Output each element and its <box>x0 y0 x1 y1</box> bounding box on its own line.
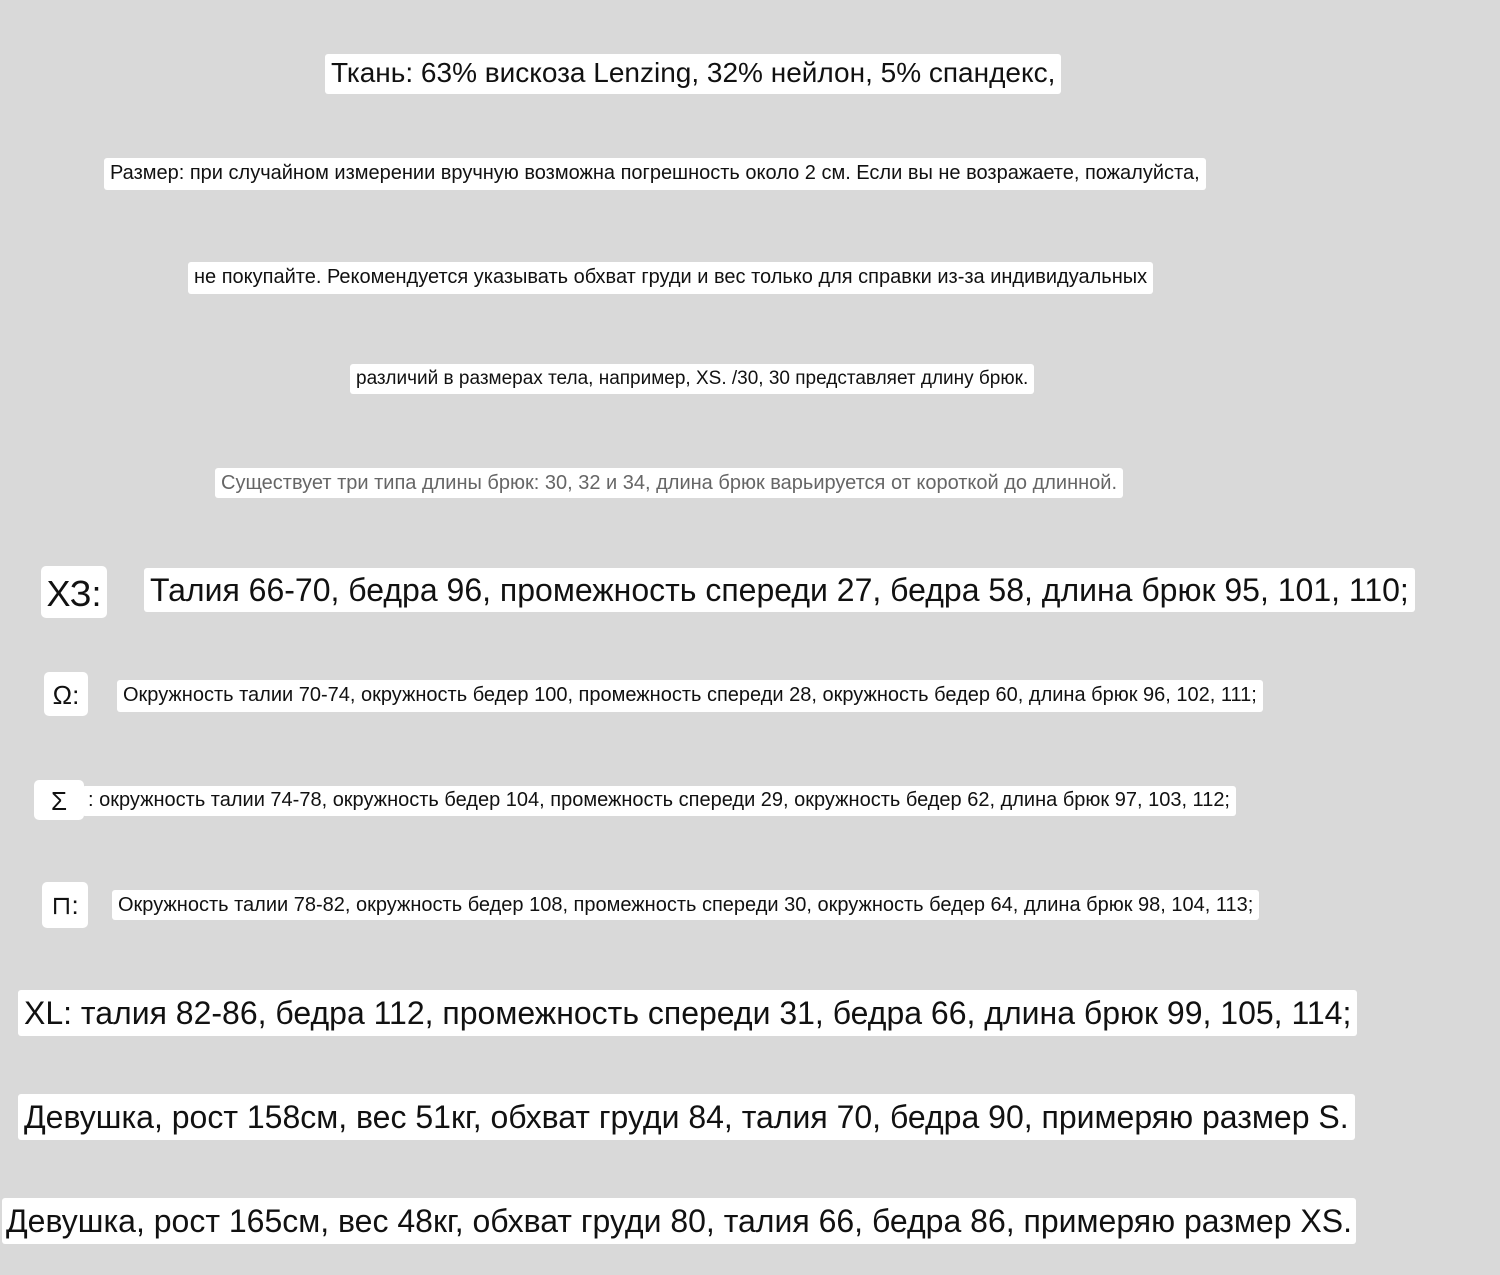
example-girl-1: Девушка, рост 158см, вес 51кг, обхват груди 84, талия 70, бедра 90, примеряю размер S. <box>18 1094 1355 1140</box>
size-note-line-2: не покупайте. Рекомендуется указывать обхват груди и вес только для справки из-за индивидуальных <box>188 262 1153 294</box>
size-s-measurements: Окружность талии 70-74, окружность бедер 100, промежность спереди 28, окружность бедер 60, длина брюк 96, 102, 111; <box>117 680 1263 712</box>
pants-length-types: Существует три типа длины брюк: 30, 32 и 34, длина брюк варьируется от короткой до длинной. <box>215 468 1123 498</box>
size-l-measurements: Окружность талии 78-82, окружность бедер 108, промежность спереди 30, окружность бедер 64, длина брюк 98, 104, 113; <box>112 890 1259 920</box>
size-xs-measurements: Талия 66-70, бедра 96, промежность спереди 27, бедра 58, длина брюк 95, 101, 110; <box>144 568 1415 612</box>
example-girl-2: Девушка, рост 165см, вес 48кг, обхват груди 80, талия 66, бедра 86, примеряю размер XS. <box>2 1198 1356 1244</box>
size-l-label: ⊓: <box>42 882 88 928</box>
size-note-line-3: различий в размерах тела, например, XS. /30, 30 представляет длину брюк. <box>350 364 1034 394</box>
size-s-label: Ω: <box>44 672 88 716</box>
size-xs-label: ХЗ: <box>41 566 107 618</box>
size-xl-measurements: XL: талия 82-86, бедра 112, промежность спереди 31, бедра 66, длина брюк 99, 105, 114; <box>18 990 1357 1036</box>
size-m-measurements: : окружность талии 74-78, окружность бедер 104, промежность спереди 29, окружность бедер 62, длина брюк 97, 103, 112; <box>82 786 1236 816</box>
size-m-label: Σ <box>34 780 84 820</box>
fabric-composition: Ткань: 63% вискоза Lenzing, 32% нейлон, 5% спандекс, <box>325 54 1061 94</box>
size-note-line-1: Размер: при случайном измерении вручную возможна погрешность около 2 см. Если вы не возражаете, пожалуйста, <box>104 158 1206 190</box>
